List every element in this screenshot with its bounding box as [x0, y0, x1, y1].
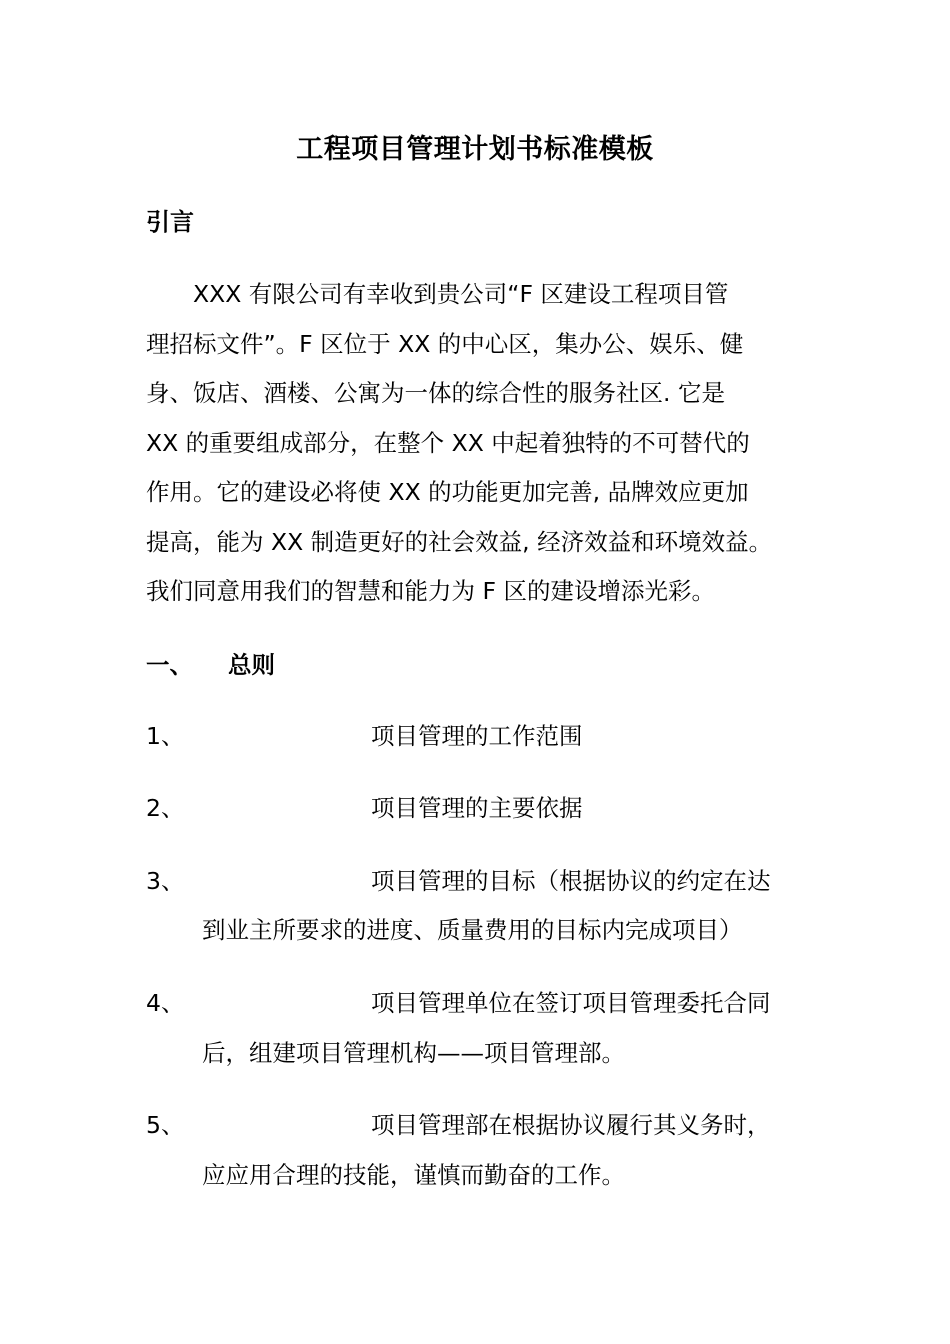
list-item-continuation: 应应用合理的技能，谨慎而勤奋的工作。	[202, 1161, 625, 1189]
section-heading	[146, 643, 275, 687]
section-title: 总则	[228, 651, 275, 679]
list-item-text: 项目管理部在根据协议履行其义务时，	[371, 1111, 771, 1139]
list-item-text: 项目管理的主要依据	[371, 794, 583, 822]
list-item	[146, 786, 583, 830]
intro-paragraph-line: 身、饭店、酒楼、公寓为一体的综合性的服务社区. 它是	[146, 379, 725, 407]
list-item-number: 5、	[146, 1111, 185, 1139]
list-item-text: 项目管理的工作范围	[371, 722, 583, 750]
list-item-continuation: 到业主所要求的进度、质量费用的目标内完成项目）	[202, 916, 743, 944]
list-item	[146, 1103, 771, 1147]
document-title: 工程项目管理计划书标准模板	[296, 134, 654, 165]
intro-paragraph-line: 理招标文件”。F 区位于 XX 的中心区，集办公、娱乐、健	[146, 330, 744, 358]
list-item-number: 1、	[146, 722, 185, 750]
section-number: 一、	[146, 651, 193, 679]
intro-paragraph-line: XXX 有限公司有幸收到贵公司“F 区建设工程项目管	[193, 280, 729, 308]
intro-paragraph-line: XX 的重要组成部分，在整个 XX 中起着独特的不可替代的	[146, 429, 750, 457]
intro-paragraph-line: 提高，能为 XX 制造更好的社会效益, 经济效益和环境效益。	[146, 528, 773, 556]
list-item-text: 项目管理单位在签订项目管理委托合同	[371, 989, 771, 1017]
list-item-number: 4、	[146, 989, 185, 1017]
list-item	[146, 981, 771, 1025]
list-item	[146, 859, 771, 903]
intro-paragraph-line: 作用。它的建设必将使 XX 的功能更加完善, 品牌效应更加	[146, 478, 749, 506]
intro-heading: 引言	[146, 208, 194, 236]
list-item-number: 2、	[146, 794, 185, 822]
list-item-number: 3、	[146, 867, 185, 895]
list-item-continuation: 后，组建项目管理机构——项目管理部。	[202, 1039, 625, 1067]
list-item	[146, 714, 583, 758]
intro-paragraph-line: 我们同意用我们的智慧和能力为 F 区的建设增添光彩。	[146, 577, 715, 605]
list-item-text: 项目管理的目标（根据协议的约定在达	[371, 867, 771, 895]
